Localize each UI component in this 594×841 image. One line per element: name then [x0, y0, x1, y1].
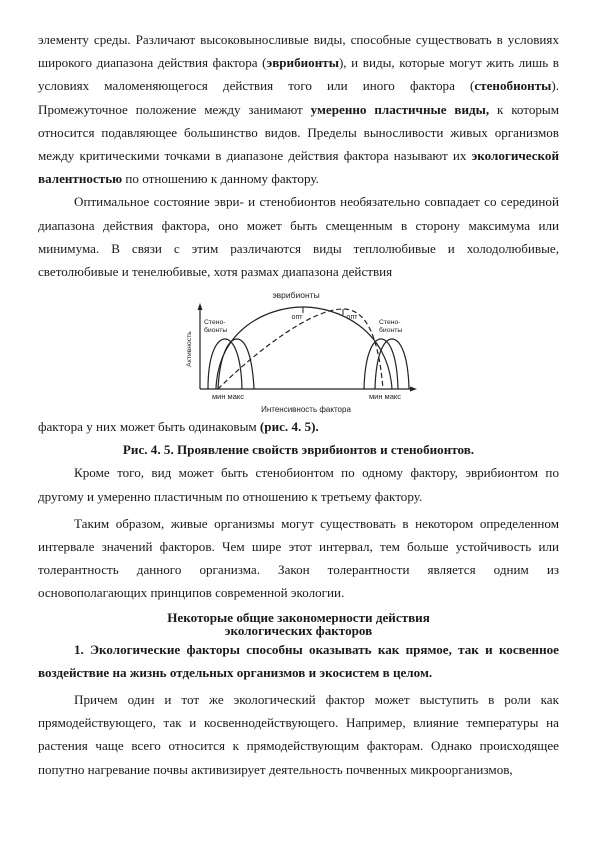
- stenobionts-right-curve-1: [364, 339, 398, 389]
- figure-reference: (рис. 4. 5).: [259, 419, 319, 435]
- document-page: [38, 28, 559, 781]
- paragraph-multiple-factors: Кроме того, вид может быть стенобионтом по одному фактору, эврибионтом по другому и умеренно пластичным по отношению к третьему фактору.: [38, 465, 559, 504]
- tolerance-diagram: [178, 289, 418, 415]
- label-eurybionts: эврибионты: [272, 290, 320, 301]
- paragraph-direct-indirect: Причем один и тот же экологический фактор может выступить в роли как прямодействующего, так и косвеннодействующего. Например, влияние температуры на растения чаще всего относится к прямодействующим факторам. Однако происходящее попутно нагревание почвы активизирует деятельность почвенных микроорганизмов,: [38, 692, 559, 777]
- text-span: фактора у них может быть одинаковым: [38, 419, 260, 435]
- paragraph-figure-ref: [38, 415, 559, 438]
- text-span: ). Промежуточное положение между занимают: [38, 78, 559, 117]
- stenobionts-right-curve-2: [375, 339, 409, 389]
- label-opt-right: опт: [346, 314, 358, 322]
- shifted-optimum-curve: [218, 309, 383, 389]
- label-stenobionts-right-1: Стено-: [379, 319, 401, 327]
- y-axis-arrow: [198, 303, 203, 310]
- text-span: к которым относится подавляющее большинство видов. Пределы выносливости живых организмов между критическими точками в диапазоне действия фактора называют их: [38, 101, 559, 164]
- eurybionts-curve: [216, 307, 392, 389]
- text-span: элементу среды. Различают высоковыносливые виды, способные существовать в условиях широкого диапазона действия фактора (: [38, 32, 559, 71]
- x-axis-arrow: [410, 387, 417, 392]
- term-moderately-plastic: умеренно пластичные виды,: [310, 101, 490, 117]
- label-stenobionts-right-2: бионты: [379, 327, 403, 335]
- section-heading-line-1: Некоторые общие закономерности действия: [167, 609, 430, 625]
- figure-4-5: [38, 285, 559, 415]
- label-minmax-left: мин макс: [211, 392, 245, 402]
- section-heading-line-2: экологических факторов: [224, 623, 373, 639]
- label-stenobionts-left-1: Стено-: [204, 319, 226, 327]
- figure-caption: Рис. 4. 5. Проявление свойств эврибионтов и стенобионтов.: [122, 442, 475, 458]
- stenobionts-left-curve-2: [218, 339, 254, 389]
- term-stenobionts: стенобионты: [474, 78, 552, 94]
- paragraph-optimum: Оптимальное состояние эври- и стенобионтов необязательно совпадает со серединой диапазона действия фактора, оно может быть смещенным в сторону максимума или минимума. В связи с этим различаются виды теплолюбивые и холодолюбивые, светолюбивые и тенелюбивые, хотя размах диапазона действия: [38, 194, 559, 280]
- label-opt-left: опт: [291, 314, 303, 322]
- label-x-axis: Интенсивность фактора: [261, 405, 351, 415]
- principle-1-text: 1. Экологические факторы способны оказывать как прямое, так и косвенное воздействие на жизнь отдельных организмов и экосистем в целом.: [38, 641, 559, 680]
- label-y-axis: Активность: [186, 331, 193, 368]
- term-eurybionts: эврибионты: [266, 55, 339, 71]
- paragraph-principle-1: [38, 638, 559, 684]
- text-span: ), и виды, которые могут жить лишь в условиях маломеняющегося действия того или иного фактора (: [38, 55, 559, 94]
- label-stenobionts-left-2: бионты: [204, 327, 228, 335]
- paragraph-ecological-valence: [38, 28, 559, 190]
- label-minmax-right: мин макс: [368, 392, 402, 402]
- term-ecological-valence: экологической валентностью: [38, 148, 559, 187]
- text-span: по отношению к данному фактору.: [122, 171, 319, 187]
- paragraph-tolerance: Таким образом, живые организмы могут существовать в некотором определенном интервале значений факторов. Чем шире этот интервал, тем больше устойчивость или толерантность данного организма. Закон толерантности является одним из основополагающих принципов современной экологии.: [38, 515, 559, 601]
